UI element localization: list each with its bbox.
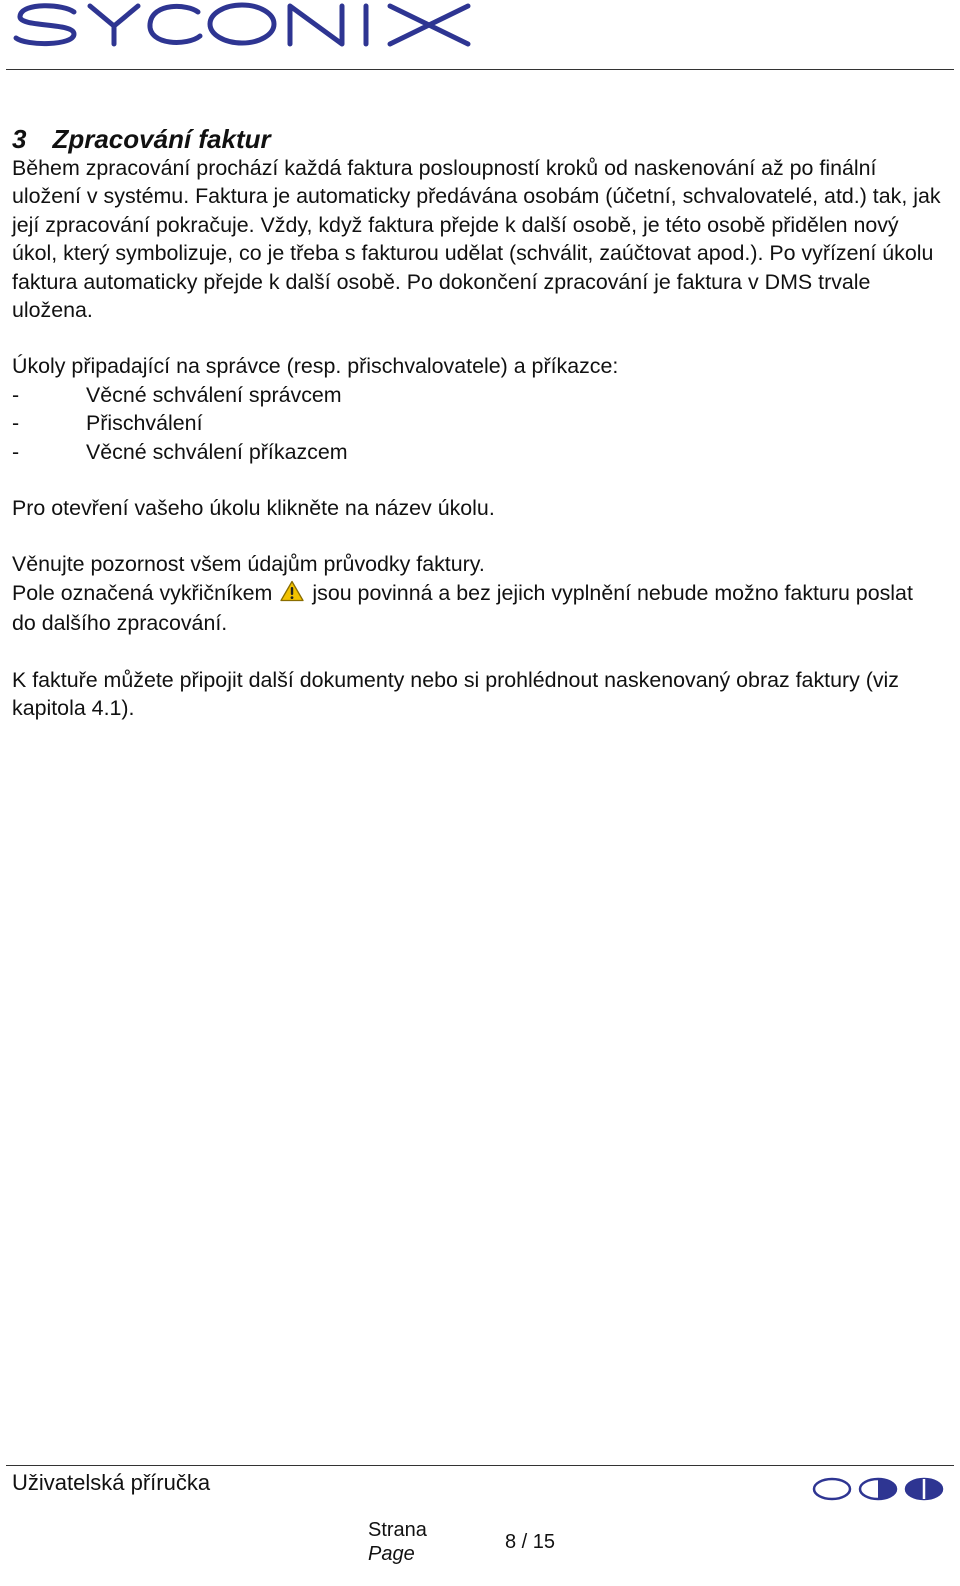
page-content	[12, 124, 942, 723]
header-divider	[6, 69, 954, 70]
list-item: - Věcné schválení příkazcem	[12, 439, 348, 464]
task-list	[12, 381, 942, 466]
warning-icon	[280, 580, 304, 609]
page-number: 8 / 15	[505, 1531, 556, 1553]
list-item: - Přischválení	[12, 411, 203, 436]
attention-text: Věnujte pozornost všem údajům průvodky faktury.	[12, 552, 485, 577]
footer-logo-icon	[812, 1476, 944, 1502]
required-fields-text: Pole označená vykřičníkem jsou povinná a bez jejich vyplnění nebude možno fakturu poslat do dalšího zpracování.	[12, 580, 913, 636]
section-title: Zpracování faktur	[52, 124, 271, 154]
section-heading	[12, 124, 942, 154]
footer-divider	[6, 1465, 954, 1466]
open-task-text: Pro otevření vašeho úkolu klikněte na název úkolu.	[12, 496, 495, 521]
syconix-logo	[12, 0, 472, 50]
section-number: 3	[12, 124, 27, 154]
page-label: Strana Page	[368, 1519, 427, 1565]
intro-paragraph: Během zpracování prochází každá faktura posloupností kroků od naskenování až po finální uložení v systému. Faktura je automaticky předávána osobám (účetní, schvalovatelé, atd.) tak, jak její zpracování pokračuje. Vždy, když faktura přejde k další osobě, je této osobě přidělen nový úkol, který symbolizuje, co je třeba s fakturou udělat (schválit, zaúčtovat apod.). Po vyřízení úkolu faktura automaticky přejde k další osobě. Po dokončení zpracování je faktura v DMS trvale uložena.	[12, 156, 941, 323]
tasks-intro: Úkoly připadající na správce (resp. přischvalovatele) a příkazce:	[12, 354, 619, 379]
manual-title: Uživatelská příručka	[12, 1470, 211, 1495]
attach-text: K faktuře můžete připojit další dokumenty nebo si prohlédnout naskenovaný obraz faktury (viz kapitola 4.1).	[12, 667, 900, 721]
list-item: - Věcné schválení správcem	[12, 382, 342, 407]
